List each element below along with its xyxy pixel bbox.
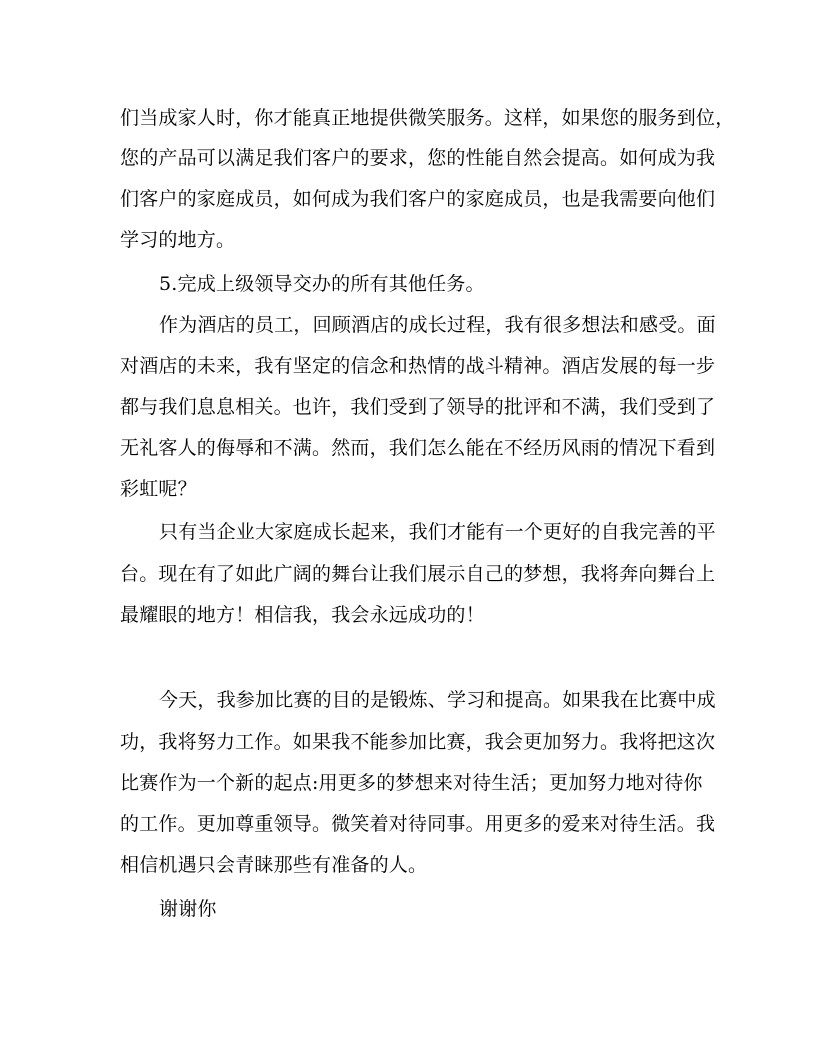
paragraph-4-line-1: 只有当企业大家庭成长起来，我们才能有一个更好的自我完善的平 — [159, 521, 716, 543]
paragraph-3-line-2: 对酒店的未来，我有坚定的信念和热情的战斗精神。酒店发展的每一步 — [120, 355, 716, 377]
paragraph-5-line-2: 功，我将努力工作。如果我不能参加比赛，我会更加努力。我将把这次 — [120, 731, 716, 753]
paragraph-5-line-5: 相信机遇只会青睐那些有准备的人。 — [120, 854, 428, 876]
paragraph-5-line-4: 的工作。更加尊重领导。微笑着对待同事。用更多的爱来对待生活。我 — [120, 813, 716, 835]
paragraph-1-line-4: 学习的地方。 — [120, 229, 236, 251]
paragraph-5-line-1: 今天，我参加比赛的目的是锻炼、学习和提高。如果我在比赛中成 — [159, 689, 716, 711]
paragraph-2-line-1: 5.完成上级领导交办的所有其他任务。 — [159, 273, 485, 295]
paragraph-5-line-3: 比赛作为一个新的起点:用更多的梦想来对待生活；更加努力地对待你 — [120, 772, 703, 794]
paragraph-1-line-2: 您的产品可以满足我们客户的要求，您的性能自然会提高。如何成为我 — [120, 147, 716, 169]
paragraph-4-line-3: 最耀眼的地方！相信我，我会永远成功的！ — [120, 604, 485, 626]
paragraph-3-line-3: 都与我们息息相关。也许，我们受到了领导的批评和不满，我们受到了 — [120, 396, 716, 418]
paragraph-1-line-3: 们客户的家庭成员，如何成为我们客户的家庭成员，也是我需要向他们 — [120, 188, 716, 210]
paragraph-6-line-1: 谢谢你 — [159, 898, 217, 920]
paragraph-4-line-2: 台。现在有了如此广阔的舞台让我们展示自己的梦想，我将奔向舞台上 — [120, 563, 716, 585]
paragraph-3-line-5: 彩虹呢？ — [120, 478, 197, 500]
paragraph-1-line-1: 们当成家人时，你才能真正地提供微笑服务。这样，如果您的服务到位， — [120, 107, 735, 129]
paragraph-3-line-1: 作为酒店的员工，回顾酒店的成长过程，我有很多想法和感受。面 — [159, 314, 716, 336]
paragraph-3-line-4: 无礼客人的侮辱和不满。然而，我们怎么能在不经历风雨的情况下看到 — [120, 437, 716, 459]
